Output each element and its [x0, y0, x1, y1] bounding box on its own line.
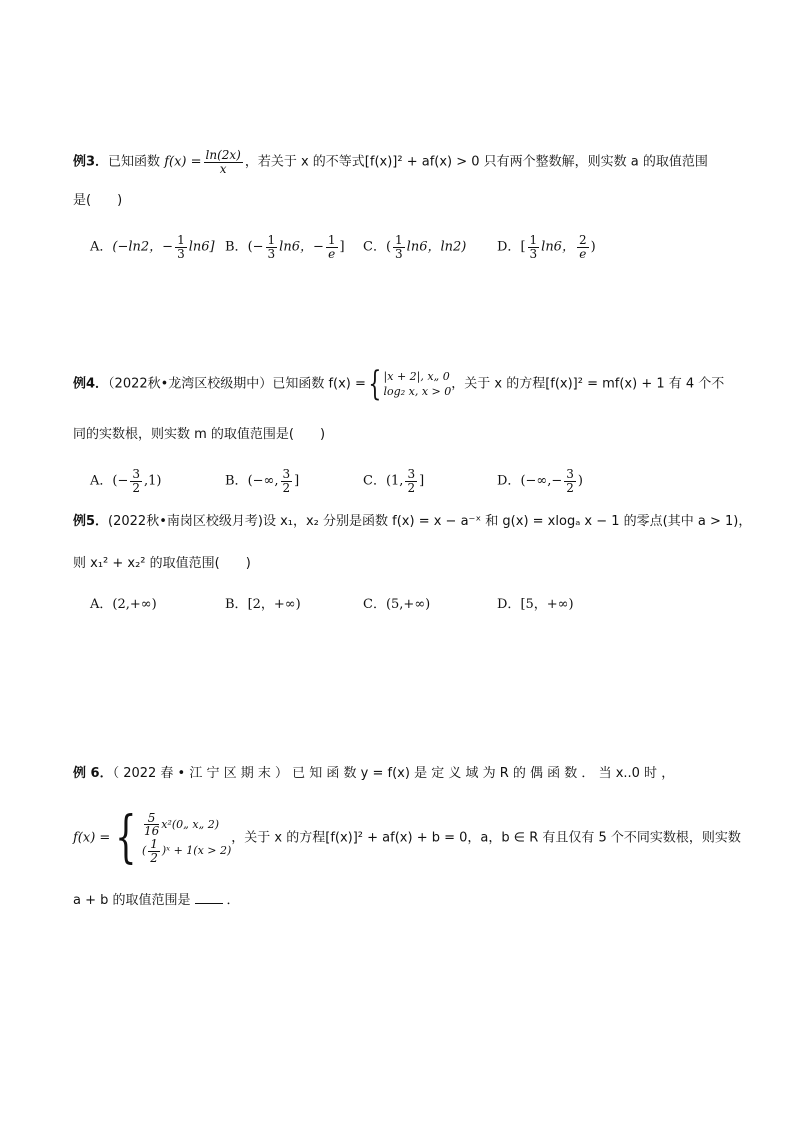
ex4-line1 — [73, 364, 725, 404]
ex4-b-letter: B． — [225, 473, 248, 489]
ex3-c-frac-num: 1 — [395, 233, 403, 247]
ex6-case2-pre: ( — [141, 844, 147, 858]
ex3-d-frac — [528, 234, 540, 260]
ex6-line2 — [73, 805, 741, 870]
ex3-c-post: ln6，ln2) — [406, 239, 467, 255]
ex5-choice-c — [363, 598, 430, 611]
ex4-a-letter: A． — [90, 473, 113, 489]
ex3-a-frac-den: 3 — [177, 246, 185, 261]
ex5-statement: (2022秋•南岗区校级月考)设 x₁，x₂ 分别是函数 f(x) = x − a⁻ˣ 和 g(x) = xlogₐ x − 1 的零点(其中 a > 1)， — [108, 514, 752, 529]
ex6-case2-frac — [148, 838, 160, 864]
ex4-d-frac-num: 3 — [566, 467, 574, 481]
ex6-case2-post: )ˣ + 1(x > 2) — [161, 844, 232, 858]
ex4-b-post: ] — [294, 473, 300, 489]
ex4-d-frac-den: 2 — [566, 480, 574, 495]
ex3-a-letter: A． — [90, 239, 113, 255]
ex3-b-frac-num: 1 — [267, 233, 276, 247]
ex5-b-letter: B． — [225, 597, 248, 612]
ex4-case1: |x + 2|, x„ 0 — [383, 369, 450, 383]
ex5-line2: 则 x₁² + x₂² 的取值范围( ) — [73, 556, 251, 571]
ex5-label: 例5． — [73, 514, 109, 529]
ex3-choice-a — [90, 234, 215, 260]
ex3-a-frac — [175, 234, 187, 260]
ex4-c-post: ] — [419, 473, 425, 489]
ex5-choice-a — [90, 598, 157, 611]
ex3-b-frac2 — [326, 234, 338, 260]
ex4-a-frac-den: 2 — [132, 480, 140, 495]
ex4-choice-b — [225, 468, 299, 494]
ex6-cases — [142, 812, 231, 864]
ex4-b-pre: (−∞, — [247, 473, 279, 489]
ex3-choice-c — [363, 234, 466, 260]
ex6-statement: （ 2022 春 • 江 宁 区 期 末 ） 已 知 函 数 y = f(x) 是 定 义 域 为 R 的 偶 函 数 ． 当 x..0 时 ， — [112, 766, 675, 781]
ex3-b-pre: (− — [247, 239, 264, 255]
ex3-fraction — [204, 149, 243, 175]
ex4-c-frac — [405, 468, 417, 494]
ex3-b-frac-den: 3 — [267, 246, 276, 261]
ex4-a-pre: (− — [112, 473, 129, 489]
ex4-b-frac-den: 2 — [282, 480, 291, 495]
ex3-d-frac-den: 3 — [529, 246, 538, 261]
ex4-label: 例4． — [73, 376, 109, 392]
ex3-choice-d — [497, 234, 596, 260]
ex4-case2: log₂ x, x > 0 — [383, 385, 452, 398]
ex4-source: （2022秋•龙湾区校级期中） — [108, 376, 273, 392]
ex6-answer-blank[interactable] — [195, 903, 223, 904]
ex4-choice-d — [497, 468, 583, 494]
ex4-a-frac-num: 3 — [132, 467, 140, 481]
ex4-d-frac — [564, 468, 576, 494]
ex4-brace: { — [368, 364, 382, 404]
ex5-c-letter: C． — [363, 597, 386, 612]
ex5-choice-b — [225, 598, 301, 611]
ex3-b-frac2-den: e — [328, 246, 336, 261]
ex3-d-frac2-den: e — [579, 246, 587, 261]
ex3-a-post: ln6] — [188, 239, 215, 255]
ex4-c-pre: (1, — [385, 473, 404, 489]
ex3-f-lhs: f(x) = — [164, 154, 202, 170]
ex6-line1 — [73, 767, 674, 780]
ex6-brace: { — [115, 805, 137, 870]
ex6-case2-frac-den: 2 — [150, 850, 158, 865]
ex3-frac-den: x — [219, 161, 227, 176]
ex4-choice-a — [90, 468, 161, 494]
ex5-d-letter: D． — [497, 597, 521, 612]
ex3-frac-num: ln(2x) — [205, 148, 241, 162]
ex4-line2: 同的实数根，则实数 m 的取值范围是( ) — [73, 427, 326, 442]
ex3-d-pre: [ — [520, 239, 526, 255]
ex3-d-frac-num: 1 — [529, 233, 538, 247]
ex4-prefix: 已知函数 f(x) = — [272, 376, 366, 392]
ex3-line1 — [73, 149, 708, 175]
ex4-d-pre: (−∞,− — [520, 473, 563, 489]
ex6-case1-frac — [144, 812, 159, 838]
ex5-a-text: (2,+∞) — [112, 597, 157, 612]
ex6-case2-frac-num: 1 — [150, 837, 158, 851]
ex6-line3 — [73, 894, 240, 907]
ex4-c-letter: C． — [363, 473, 386, 489]
ex6-case1-frac-num: 5 — [144, 812, 159, 826]
ex3-c-frac-den: 3 — [395, 246, 403, 261]
ex6-case1 — [142, 812, 231, 838]
ex3-d-post: ln6， — [541, 239, 575, 255]
ex3-b-post2: ] — [339, 239, 345, 255]
ex5-line1 — [73, 515, 751, 528]
ex6-label: 例 6． — [73, 766, 113, 781]
ex3-b-letter: B． — [225, 239, 248, 255]
ex3-c-letter: C． — [363, 239, 386, 255]
ex4-a-post: ,1) — [144, 473, 162, 489]
ex6-case1-frac-den: 16 — [143, 824, 160, 839]
ex5-a-letter: A． — [90, 597, 113, 612]
ex6-case2 — [142, 838, 231, 864]
ex6-condition: ，关于 x 的方程[f(x)]² + af(x) + b = 0，a，b ∈ R 有且仅有 5 个不同实数根，则实数 — [231, 830, 741, 846]
ex3-d-letter: D． — [497, 239, 521, 255]
ex6-line3-post: ． — [226, 893, 240, 908]
ex3-d-post2: ) — [590, 239, 596, 255]
ex3-prefix: 已知函数 — [108, 154, 165, 170]
ex3-b-frac2-num: 1 — [327, 233, 336, 247]
ex6-case1-post: x²(0„ x„ 2) — [161, 817, 220, 831]
ex4-d-post: ) — [577, 473, 583, 489]
ex3-c-pre: ( — [385, 239, 392, 255]
ex4-b-frac-num: 3 — [282, 467, 291, 481]
ex4-b-frac — [281, 468, 293, 494]
ex3-c-frac — [393, 234, 405, 260]
ex3-b-frac — [266, 234, 278, 260]
ex3-line2: 是( ) — [73, 193, 123, 208]
ex5-b-text: [2，+∞) — [247, 597, 301, 612]
ex4-cases — [384, 369, 452, 400]
ex5-choice-d — [497, 598, 574, 611]
ex4-condition: ，关于 x 的方程[f(x)]² = mf(x) + 1 有 4 个不 — [451, 376, 725, 392]
ex5-d-text: [5，+∞) — [520, 597, 574, 612]
ex4-c-frac-num: 3 — [407, 467, 416, 481]
ex5-c-text: (5,+∞) — [385, 597, 431, 612]
ex4-c-frac-den: 2 — [407, 480, 416, 495]
ex3-d-frac2-num: 2 — [578, 233, 587, 247]
ex3-d-frac2 — [577, 234, 589, 260]
ex6-line3-pre: a + b 的取值范围是 — [73, 893, 191, 908]
ex3-b-post: ln6，− — [279, 239, 324, 255]
ex6-f-lhs: f(x) = — [73, 830, 111, 846]
ex4-choice-c — [363, 468, 424, 494]
ex4-a-frac — [130, 468, 142, 494]
ex4-d-letter: D． — [497, 473, 521, 489]
ex3-choice-b — [225, 234, 345, 260]
ex3-label: 例3． — [73, 154, 109, 170]
ex3-a-pre: (−ln2，− — [112, 239, 174, 255]
ex3-condition: ，若关于 x 的不等式[f(x)]² + af(x) > 0 只有两个整数解，则实数 a 的取值范围 — [244, 154, 708, 170]
ex3-a-frac-num: 1 — [177, 233, 185, 247]
